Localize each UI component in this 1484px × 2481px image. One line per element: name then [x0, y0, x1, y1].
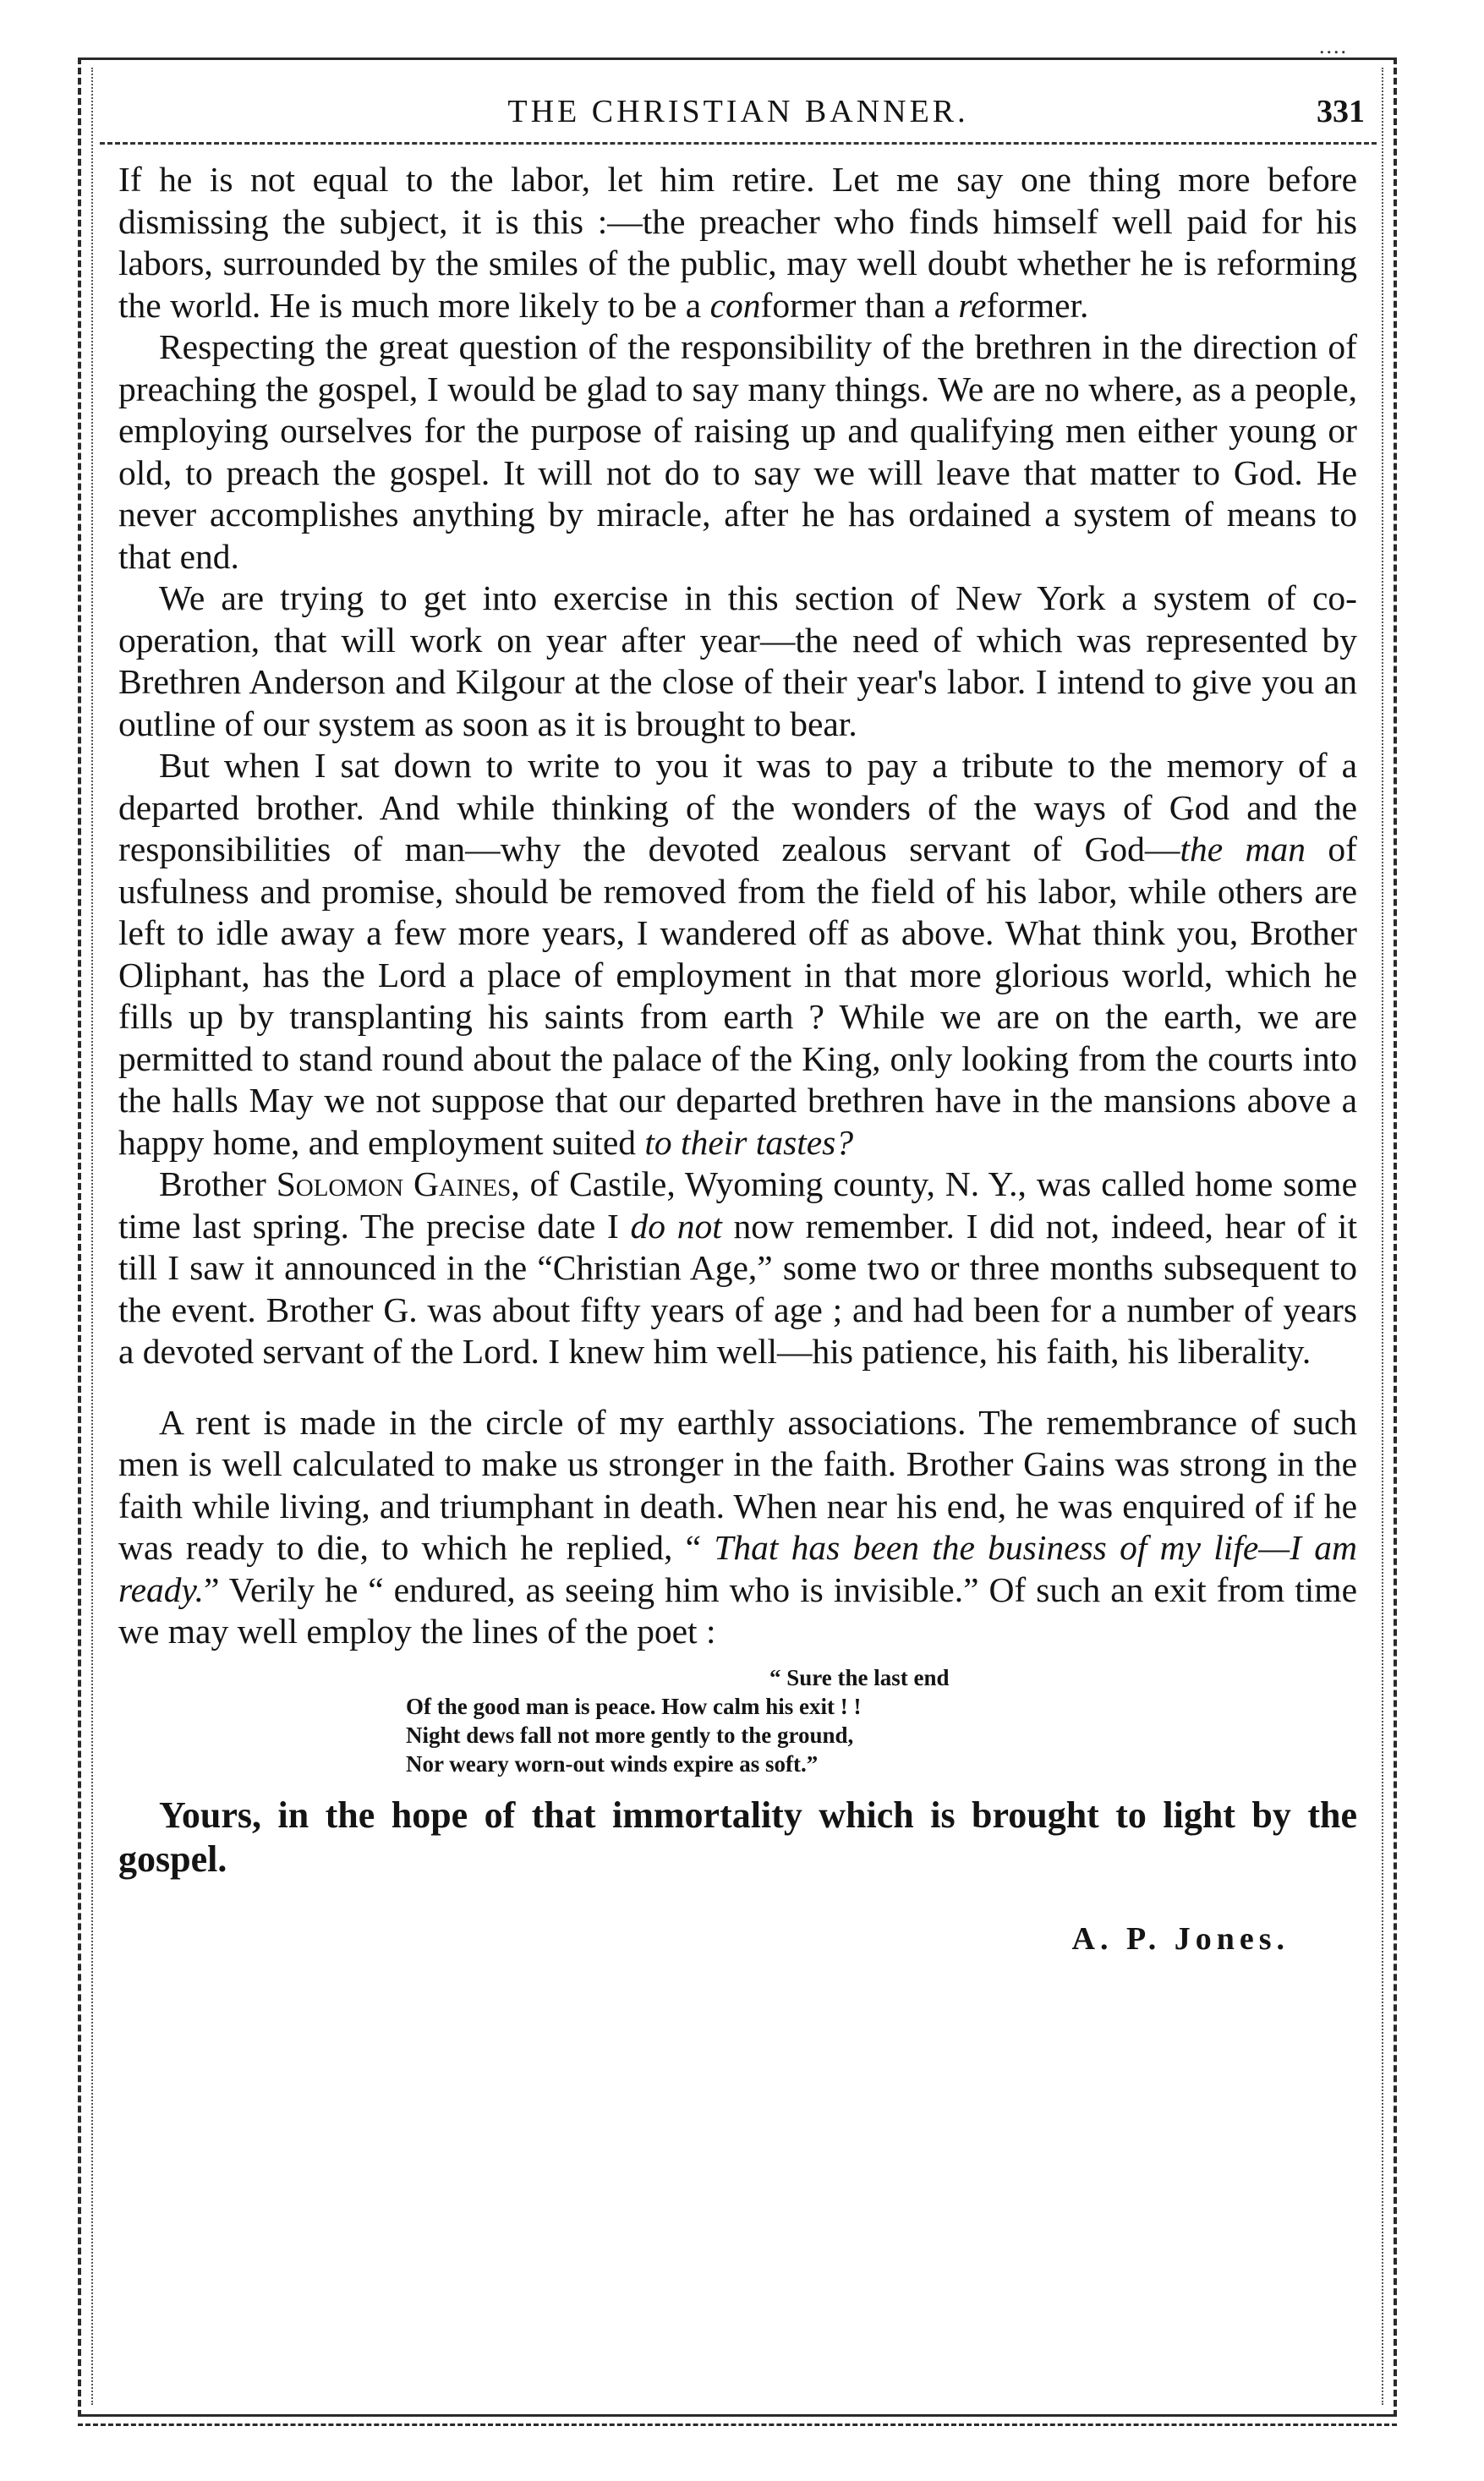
poem-line: Nor weary worn-out winds expire as soft.”	[406, 1750, 819, 1777]
closing-line: Yours, in the hope of that immortality which is brought to light by the gospel.	[118, 1794, 1357, 1880]
article-body	[118, 159, 1357, 1960]
text-run: A rent is made in the circle of my earthly associations. The remembrance of such men is well calculated to make us stronger in the faith. Brother Gains was strong in the faith while living, and triumphant in death. When near his end, he was enquired of if he was ready to die, to which he replied, “	[118, 1402, 1357, 1567]
poem-line: “ Sure the last end	[769, 1664, 950, 1690]
paragraph	[118, 159, 1357, 326]
italic-run: the man	[1180, 830, 1306, 868]
paragraph	[118, 1164, 1357, 1373]
text-run: of usfulness and promise, should be removed from the field of his labor, while others are left to idle away a few more years, I wandered off as above. What think you, Brother Oliphant, has the Lord a place of employment in that more glorious world, which he fills up by transplanting his saints from earth ? While we are on the earth, we are permitted to stand round about the palace of the King, only looking from the courts into the halls May we not suppose that our departed brethren have in the mansions above a happy home, and employment suited	[118, 830, 1357, 1162]
italic-run: That has been the business of my life—I am ready.	[118, 1528, 1357, 1609]
paragraph	[118, 326, 1357, 578]
paragraph	[118, 578, 1357, 745]
bottom-rule	[78, 2423, 1397, 2426]
page-number: 331	[1317, 94, 1365, 129]
poem-line: Night dews fall not more gently to the ground,	[406, 1722, 854, 1748]
text-run: But when I sat down to write to you it was to pay a tribute to the memory of a departed brother. And while thinking of the wonders of the ways of God and the responsibilities of man—why the devoted zealous servant of God—	[118, 746, 1357, 868]
text-run: Brother	[159, 1164, 277, 1203]
text-run: Respecting the great question of the responsibility of the brethren in the direction of preaching the gospel, I would be glad to say many things. We are no where, as a people, employing ourselves for the purpose of raising up and qualifying men either young or old, to preach the gospel. It will not do to say we will leave that matter to God. He never accomplishes anything by miracle, after he has ordained a system of means to that end.	[118, 327, 1357, 576]
page-header	[100, 88, 1377, 145]
running-title: THE CHRISTIAN BANNER.	[507, 94, 969, 129]
italic-run: to their tastes?	[644, 1122, 854, 1162]
signature: A. P. Jones.	[1071, 1920, 1290, 1957]
text-run: , of Castile, Wyoming county, N. Y., was called home some time last spring. The precise date I	[118, 1164, 1357, 1246]
paragraph-list	[118, 159, 1357, 1653]
text-run: ” Verily he “ endured, as seeing him who is invisible.” Of such an exit from time we may well employ the lines of the poet :	[118, 1569, 1357, 1651]
poem-line: Of the good man is peace. How calm his exit ! !	[406, 1693, 862, 1719]
small-caps-run: Solomon Gaines	[276, 1164, 512, 1203]
paragraph	[118, 745, 1357, 1164]
text-run: If he is not equal to the labor, let him retire. Let me say one thing more before dismissing the subject, it is this :—the preacher who finds himself well paid for his labors, surrounded by the smiles of the public, may well doubt whether he is reforming the world. He is much more likely to be a	[118, 160, 1357, 325]
paragraph	[118, 1402, 1357, 1653]
text-run: We are trying to get into exercise in this section of New York a system of co-operation, that will work on year after year—the need of which was represented by Brethren Anderson and Kilgour at the close of their year's labor. I intend to give you an outline of our system as soon as it is brought to bear.	[118, 578, 1357, 743]
poem-quote	[406, 1663, 1357, 1778]
text-run: former.	[986, 285, 1089, 325]
italic-run: con	[709, 285, 761, 325]
text-run: now remember. I did not, indeed, hear of it till I saw it announced in the “Christian Age,” some two or three months subsequent to the event. Brother G. was about fifty years of age ; and had been for a number of years a devoted servant of the Lord. I knew him well—his patience, his faith, his liberality.	[118, 1206, 1357, 1371]
italic-run: do not	[630, 1206, 722, 1246]
top-dots: ....	[1319, 34, 1348, 58]
text-run: former than a	[760, 285, 959, 325]
italic-run: re	[958, 285, 987, 325]
